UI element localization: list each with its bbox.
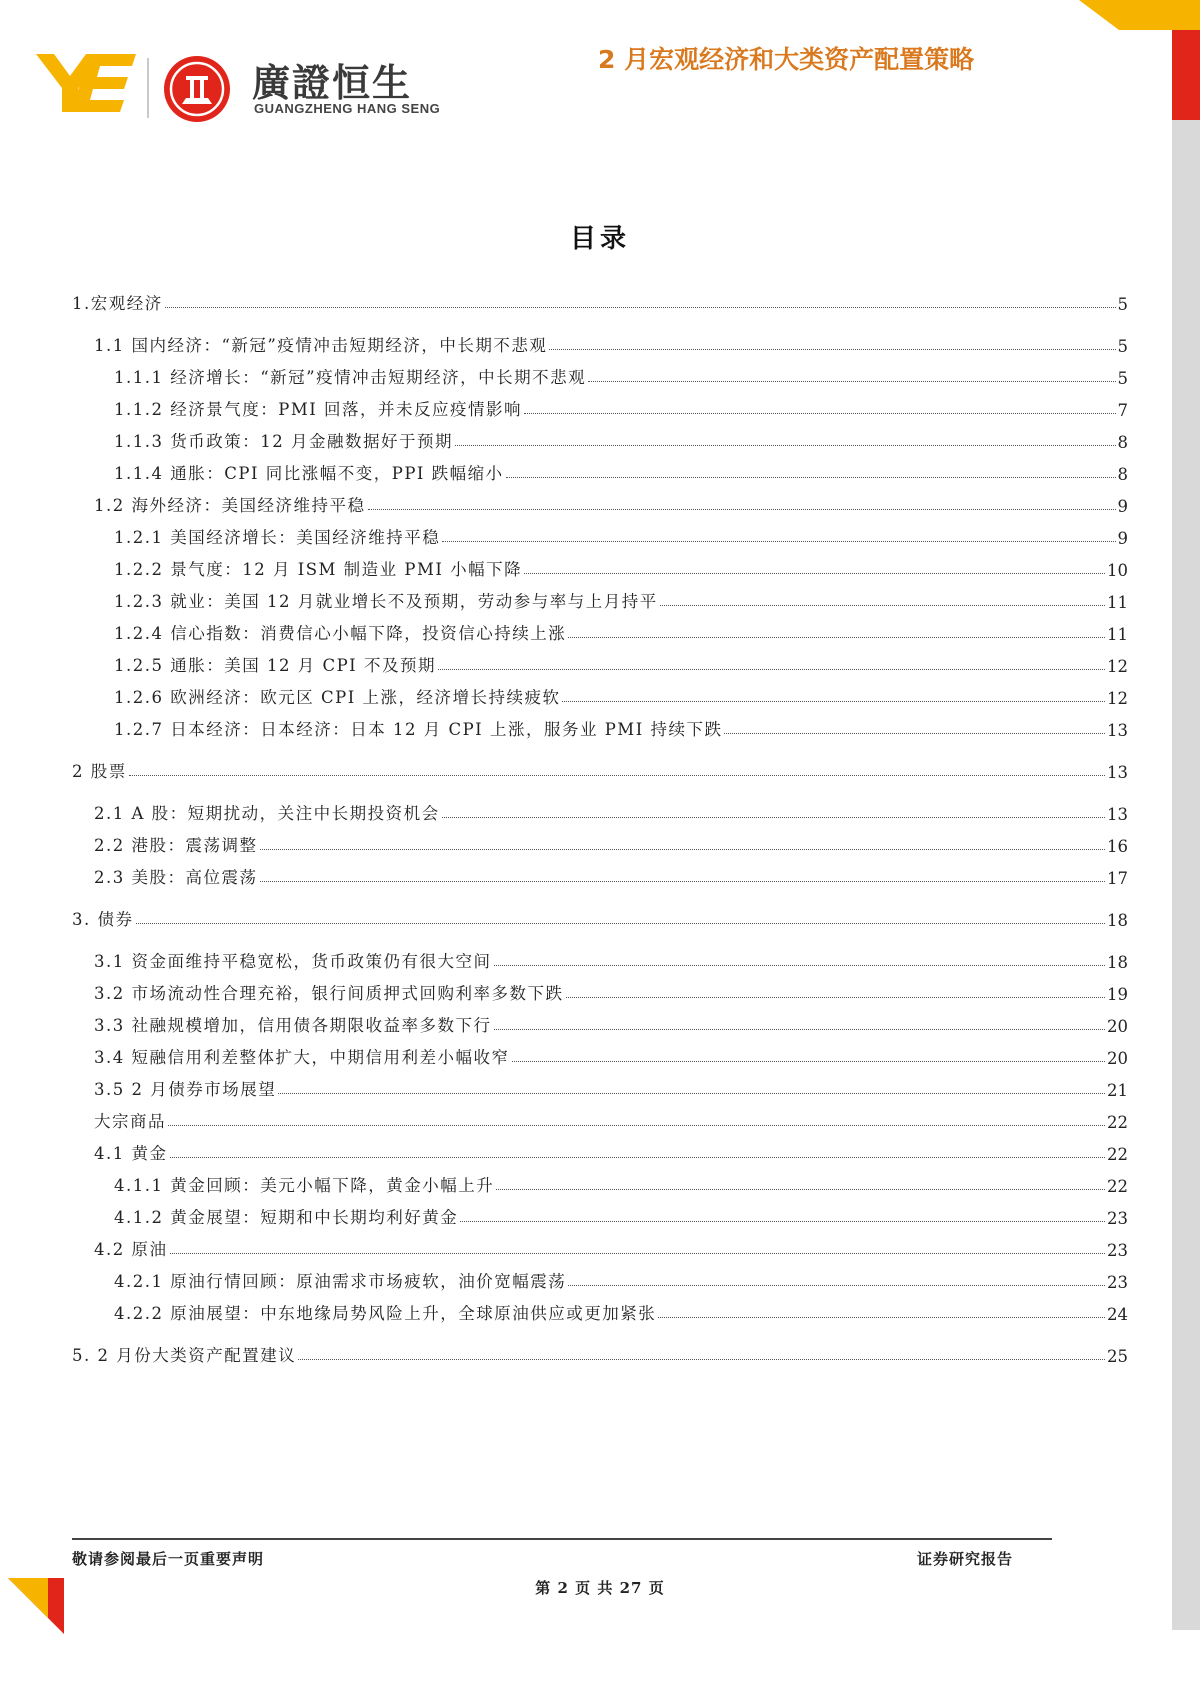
toc-entry-text: 1.2 海外经济：美国经济维持平稳 bbox=[94, 496, 366, 515]
toc-entry-page: 23 bbox=[1107, 1241, 1128, 1260]
toc-entry[interactable] bbox=[72, 612, 1128, 644]
toc-dot-leader bbox=[170, 1157, 1106, 1158]
decorative-yellow-bevel bbox=[1079, 0, 1119, 30]
footer-report-type: 证券研究报告 bbox=[917, 1550, 1014, 1568]
toc-dot-leader bbox=[278, 1093, 1105, 1094]
toc-entry-page: 23 bbox=[1107, 1209, 1128, 1228]
toc-dot-leader bbox=[512, 1061, 1106, 1062]
toc-entry-text: 3.5 2 月债券市场展望 bbox=[94, 1080, 277, 1099]
toc-entry-page: 20 bbox=[1107, 1017, 1128, 1036]
toc-dot-leader bbox=[506, 477, 1116, 478]
toc-entry[interactable] bbox=[72, 824, 1128, 856]
toc-entry-text: 1.宏观经济 bbox=[72, 294, 163, 313]
toc-entry[interactable] bbox=[72, 1100, 1128, 1132]
toc-entry[interactable] bbox=[72, 420, 1128, 452]
toc-entry-text: 2 股票 bbox=[72, 762, 127, 781]
toc-entry[interactable] bbox=[72, 1164, 1128, 1196]
toc-entry-page: 22 bbox=[1107, 1145, 1128, 1164]
toc-dot-leader bbox=[724, 733, 1105, 734]
decorative-red-bar bbox=[1172, 30, 1200, 120]
toc-dot-leader bbox=[568, 1285, 1105, 1286]
toc-entry-page: 21 bbox=[1107, 1081, 1128, 1100]
toc-entry-text: 4.2.2 原油展望：中东地缘局势风险上升，全球原油供应或更加紧张 bbox=[114, 1304, 657, 1323]
toc-entry[interactable] bbox=[72, 282, 1128, 314]
toc-dot-leader bbox=[442, 541, 1115, 542]
toc-dot-leader bbox=[549, 349, 1115, 350]
toc-dot-leader bbox=[588, 381, 1115, 382]
toc-entry-text: 1.1.4 通胀：CPI 同比涨幅不变，PPI 跌幅缩小 bbox=[114, 464, 504, 483]
toc-dot-leader bbox=[129, 775, 1105, 776]
toc-entry-text: 1.1.2 经济景气度：PMI 回落，并未反应疫情影响 bbox=[114, 400, 522, 419]
toc-entry-page: 9 bbox=[1117, 497, 1128, 516]
toc-entry[interactable] bbox=[72, 388, 1128, 420]
toc-dot-leader bbox=[260, 881, 1106, 882]
toc-dot-leader bbox=[438, 669, 1105, 670]
toc-entry-page: 8 bbox=[1117, 465, 1128, 484]
toc-entry-text: 3.1 资金面维持平稳宽松，货币政策仍有很大空间 bbox=[94, 952, 492, 971]
toc-entry[interactable] bbox=[72, 548, 1128, 580]
toc-entry-page: 20 bbox=[1107, 1049, 1128, 1068]
brand-name-en: GUANGZHENG HANG SENG bbox=[254, 101, 441, 116]
toc-entry-page: 16 bbox=[1107, 837, 1128, 856]
toc-heading: 目录 bbox=[569, 224, 630, 254]
brand-name-cn: 廣證恒生 bbox=[252, 61, 413, 105]
toc-entry[interactable] bbox=[72, 1004, 1128, 1036]
toc-entry-text: 3. 债券 bbox=[72, 910, 134, 929]
toc-entry-text: 1.2.2 景气度：12 月 ISM 制造业 PMI 小幅下降 bbox=[114, 560, 523, 579]
toc-dot-leader bbox=[165, 307, 1116, 308]
toc-entry-page: 22 bbox=[1107, 1113, 1128, 1132]
toc-entry-text: 3.3 社融规模增加，信用债各期限收益率多数下行 bbox=[94, 1016, 492, 1035]
toc-entry-page: 5 bbox=[1117, 295, 1128, 314]
toc-entry-page: 5 bbox=[1117, 369, 1128, 388]
toc-entry-text: 4.2.1 原油行情回顾：原油需求市场疲软，油价宽幅震荡 bbox=[114, 1272, 567, 1291]
toc-entry-page: 13 bbox=[1107, 805, 1128, 824]
toc-dot-leader bbox=[496, 1189, 1105, 1190]
ye-logo-icon bbox=[36, 54, 136, 112]
toc-entry-text: 2.3 美股：高位震荡 bbox=[94, 868, 258, 887]
page-number: 第 2 页 共 27 页 bbox=[535, 1579, 665, 1597]
toc-dot-leader bbox=[455, 445, 1116, 446]
toc-dot-leader bbox=[368, 509, 1116, 510]
toc-entry-text: 1.2.4 信心指数：消费信心小幅下降，投资信心持续上涨 bbox=[114, 624, 567, 643]
toc-dot-leader bbox=[136, 923, 1106, 924]
toc-entry-text: 5. 2 月份大类资产配置建议 bbox=[72, 1346, 297, 1365]
toc-entry-text: 2.2 港股：震荡调整 bbox=[94, 836, 258, 855]
report-title: 2 月宏观经济和大类资产配置策略 bbox=[598, 45, 975, 74]
toc-entry-text: 3.2 市场流动性合理充裕，银行间质押式回购利率多数下跌 bbox=[94, 984, 564, 1003]
toc-entry-text: 1.2.5 通胀：美国 12 月 CPI 不及预期 bbox=[114, 656, 436, 675]
toc-entry[interactable] bbox=[72, 356, 1128, 388]
toc-entry[interactable] bbox=[72, 972, 1128, 1004]
toc-entry-text: 1.1 国内经济：“新冠”疫情冲击短期经济，中长期不悲观 bbox=[94, 336, 548, 355]
toc-entry-page: 19 bbox=[1107, 985, 1128, 1004]
toc-dot-leader bbox=[460, 1221, 1105, 1222]
toc-entry-page: 11 bbox=[1107, 593, 1128, 612]
decorative-gray-bar bbox=[1172, 120, 1200, 1630]
toc-dot-leader bbox=[168, 1125, 1105, 1126]
toc-dot-leader bbox=[442, 817, 1105, 818]
footer-rule bbox=[72, 1538, 1052, 1540]
toc-entry-page: 10 bbox=[1107, 561, 1128, 580]
toc-entry-text: 1.1.3 货币政策：12 月金融数据好于预期 bbox=[114, 432, 453, 451]
toc-entry-page: 25 bbox=[1107, 1347, 1128, 1366]
toc-entry[interactable] bbox=[72, 516, 1128, 548]
toc-entry-page: 17 bbox=[1107, 869, 1128, 888]
toc-entry-page: 24 bbox=[1107, 1305, 1128, 1324]
toc-entry-text: 2.1 A 股：短期扰动，关注中长期投资机会 bbox=[94, 804, 440, 823]
toc-entry-page: 18 bbox=[1107, 953, 1128, 972]
toc-dot-leader bbox=[494, 965, 1106, 966]
toc-entry-text: 大宗商品 bbox=[94, 1112, 166, 1131]
toc-entry[interactable] bbox=[72, 750, 1128, 782]
toc-entry[interactable] bbox=[72, 676, 1128, 708]
table-of-contents bbox=[72, 282, 1128, 1366]
toc-entry[interactable] bbox=[72, 1036, 1128, 1068]
toc-entry-page: 12 bbox=[1107, 657, 1128, 676]
toc-entry-page: 18 bbox=[1107, 911, 1128, 930]
toc-entry[interactable] bbox=[72, 1260, 1128, 1292]
toc-entry[interactable] bbox=[72, 1132, 1128, 1164]
toc-entry-page: 23 bbox=[1107, 1273, 1128, 1292]
toc-entry-text: 1.1.1 经济增长：“新冠”疫情冲击短期经济，中长期不悲观 bbox=[114, 368, 587, 387]
toc-entry-text: 1.2.7 日本经济：日本经济：日本 12 月 CPI 上涨，服务业 PMI 持续下跌 bbox=[114, 720, 723, 739]
toc-entry[interactable] bbox=[72, 580, 1128, 612]
toc-dot-leader bbox=[568, 637, 1105, 638]
toc-entry-text: 1.2.6 欧洲经济：欧元区 CPI 上涨，经济增长持续疲软 bbox=[114, 688, 561, 707]
toc-entry[interactable] bbox=[72, 940, 1128, 972]
toc-dot-leader bbox=[170, 1253, 1106, 1254]
toc-entry[interactable] bbox=[72, 1228, 1128, 1260]
toc-dot-leader bbox=[524, 413, 1116, 414]
toc-entry[interactable] bbox=[72, 856, 1128, 888]
toc-entry-page: 8 bbox=[1117, 433, 1128, 452]
toc-dot-leader bbox=[660, 605, 1105, 606]
toc-entry-page: 5 bbox=[1117, 337, 1128, 356]
toc-entry-page: 9 bbox=[1117, 529, 1128, 548]
toc-dot-leader bbox=[562, 701, 1105, 702]
toc-entry[interactable] bbox=[72, 484, 1128, 516]
toc-entry[interactable] bbox=[72, 1068, 1128, 1100]
toc-entry-page: 22 bbox=[1107, 1177, 1128, 1196]
toc-entry[interactable] bbox=[72, 324, 1128, 356]
toc-entry-text: 1.2.3 就业：美国 12 月就业增长不及预期，劳动参与率与上月持平 bbox=[114, 592, 658, 611]
toc-dot-leader bbox=[298, 1359, 1105, 1360]
toc-entry-text: 4.1 黄金 bbox=[94, 1144, 168, 1163]
toc-entry-text: 1.2.1 美国经济增长：美国经济维持平稳 bbox=[114, 528, 441, 547]
toc-entry-page: 12 bbox=[1107, 689, 1128, 708]
toc-entry[interactable] bbox=[72, 898, 1128, 930]
toc-entry-text: 4.1.1 黄金回顾：美元小幅下降，黄金小幅上升 bbox=[114, 1176, 495, 1195]
toc-entry[interactable] bbox=[72, 644, 1128, 676]
toc-dot-leader bbox=[658, 1317, 1105, 1318]
toc-entry[interactable] bbox=[72, 1196, 1128, 1228]
toc-entry-page: 13 bbox=[1107, 763, 1128, 782]
toc-entry-text: 4.1.2 黄金展望：短期和中长期均利好黄金 bbox=[114, 1208, 459, 1227]
toc-dot-leader bbox=[260, 849, 1106, 850]
toc-dot-leader bbox=[494, 1029, 1106, 1030]
toc-entry[interactable] bbox=[72, 1292, 1128, 1324]
guangzheng-seal-icon bbox=[162, 54, 232, 124]
toc-entry-text: 3.4 短融信用利差整体扩大，中期信用利差小幅收窄 bbox=[94, 1048, 510, 1067]
toc-entry-page: 11 bbox=[1107, 625, 1128, 644]
toc-entry-page: 7 bbox=[1117, 401, 1128, 420]
toc-entry[interactable] bbox=[72, 792, 1128, 824]
toc-entry-text: 4.2 原油 bbox=[94, 1240, 168, 1259]
toc-entry-page: 13 bbox=[1107, 721, 1128, 740]
toc-entry[interactable] bbox=[72, 708, 1128, 740]
toc-entry[interactable] bbox=[72, 452, 1128, 484]
logo-divider bbox=[147, 58, 149, 118]
toc-dot-leader bbox=[524, 573, 1105, 574]
footer-disclaimer-note: 敬请参阅最后一页重要声明 bbox=[72, 1550, 265, 1568]
toc-dot-leader bbox=[566, 997, 1106, 998]
toc-entry[interactable] bbox=[72, 1334, 1128, 1366]
